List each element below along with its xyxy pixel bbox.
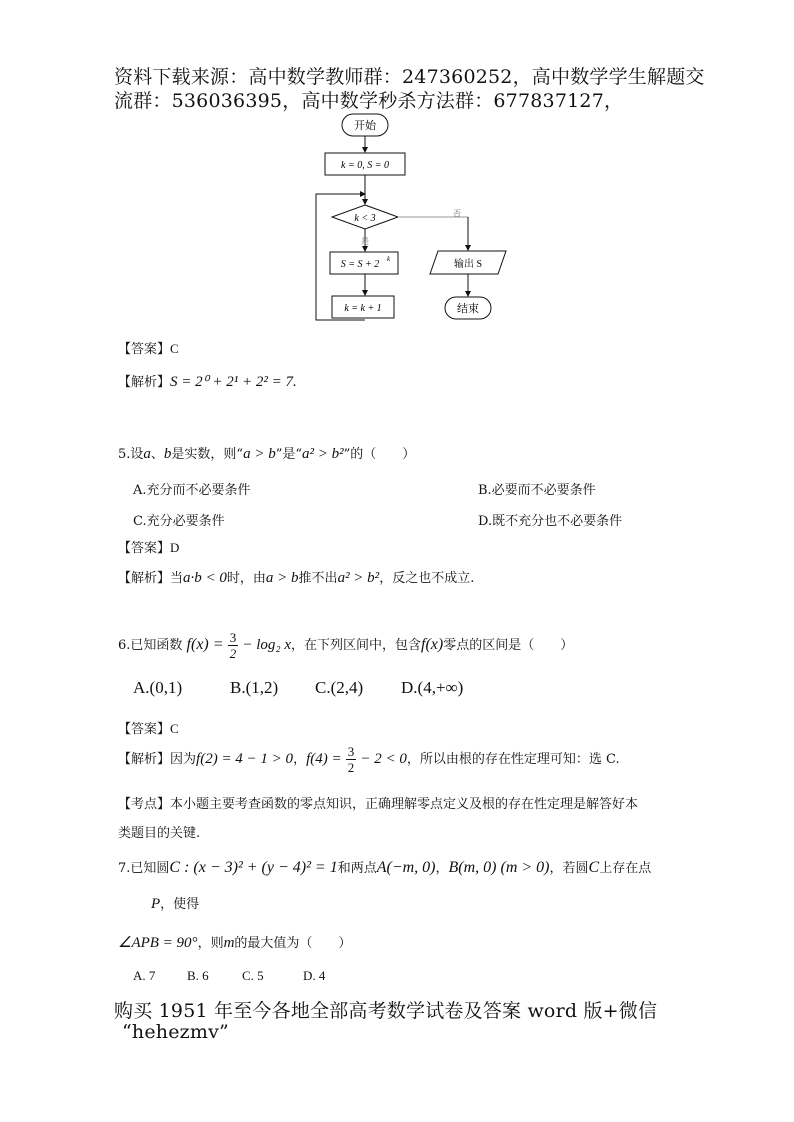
- update-s-exponent: k: [387, 255, 391, 263]
- answer-value: C: [170, 721, 179, 736]
- q6-answer: [118, 718, 179, 737]
- option-text: A.(0,1): [133, 678, 183, 697]
- analysis-text: ，所以由根的存在性定理可知：选 C.: [406, 752, 620, 767]
- analysis-text: 当: [170, 571, 184, 586]
- analysis-text: 时，由: [226, 571, 266, 586]
- option-text: B.(1,2): [230, 678, 279, 697]
- condition-label: k < 3: [354, 213, 376, 224]
- answer-tag: 【答案】: [118, 722, 171, 737]
- q7-stem-text: ，使得: [160, 897, 200, 912]
- q5-answer: [118, 537, 179, 556]
- var-b: b: [163, 446, 172, 462]
- analysis-text: 因为: [170, 752, 197, 767]
- point-a: A(−m, 0): [376, 859, 436, 876]
- yes-label: 是: [361, 237, 369, 246]
- var-a: a: [143, 446, 151, 462]
- answer-tag: 【答案】: [118, 342, 171, 357]
- analysis-sep: ，: [293, 752, 307, 767]
- q6-option-c: [315, 678, 363, 698]
- fraction: [346, 744, 357, 775]
- q7-option-a: A. 7: [133, 968, 156, 983]
- q6-option-d: [401, 678, 463, 698]
- fraction-denominator: 2: [347, 760, 355, 775]
- q6-analysis: [118, 744, 620, 775]
- analysis-expr: f(2) = 4 − 1 > 0: [196, 751, 294, 767]
- q5-stem: [118, 443, 415, 463]
- end-label: 结束: [457, 303, 479, 315]
- kaodian-tag: 【考点】: [118, 797, 171, 812]
- fraction-denominator: 2: [229, 646, 237, 661]
- q7-stem-text: 和两点: [337, 861, 377, 876]
- fraction: [228, 630, 239, 661]
- fraction-numerator: 3: [347, 744, 355, 759]
- q5-stem-text: 5.设: [118, 447, 144, 462]
- q5-comma: 、: [150, 447, 164, 462]
- q7-stem-1: [118, 857, 651, 877]
- answer-value: C: [170, 341, 179, 356]
- analysis-expr: − 2 < 0: [360, 751, 407, 767]
- option-text: D.(4,+∞): [401, 678, 464, 697]
- q4-analysis: [118, 371, 297, 391]
- q5-option-d: D.既不充分也不必要条件: [478, 514, 623, 529]
- analysis-tag: 【解析】: [118, 571, 171, 586]
- q5-stem-text: ”是“: [275, 447, 302, 462]
- analysis-expr: a > b: [265, 570, 299, 586]
- option-text: C.(2,4): [315, 678, 364, 697]
- q5-option-c: C.充分必要条件: [133, 514, 225, 529]
- q6-option-a: [133, 678, 182, 698]
- q5-analysis: [118, 567, 474, 587]
- q6-stem-text: 6.已知函数: [118, 638, 183, 653]
- func-rhs: − log₂ x: [242, 637, 291, 653]
- output-label: 输出 S: [453, 259, 483, 270]
- analysis-expr: a·b < 0: [183, 570, 227, 586]
- q6-kaodian-1: [118, 793, 638, 812]
- condition-2: a² > b²: [302, 446, 344, 462]
- footer-line-1: 购买 1951 年至今各地全部高考数学试卷及答案 word 版+微信: [114, 1000, 658, 1022]
- q7-option-d: D. 4: [303, 968, 326, 983]
- footer-line-2: “hehezmv”: [122, 1021, 229, 1043]
- header-line-2: 流群：536036395，高中数学秒杀方法群：677837127，: [114, 90, 624, 112]
- q5-stem-text: 是实数，则“: [171, 447, 244, 462]
- analysis-tag: 【解析】: [118, 375, 171, 390]
- q7-stem-text: 7.已知圆: [118, 861, 170, 876]
- q4-answer: [118, 338, 179, 357]
- q7-stem-text: ，若圆: [549, 861, 589, 876]
- analysis-expr: f(4) =: [306, 751, 342, 767]
- q7-stem-text: 的最大值为（ ）: [234, 936, 352, 951]
- q5-option-b: B.必要而不必要条件: [478, 483, 596, 498]
- var-m: m: [223, 935, 235, 951]
- analysis-formula: S = 2⁰ + 2¹ + 2² = 7.: [170, 374, 297, 390]
- init-label: k = 0, S = 0: [341, 160, 389, 171]
- q7-option-c: C. 5: [242, 968, 264, 983]
- circle-c: C: [588, 859, 600, 876]
- q6-stem-text: ，在下列区间中，包含: [291, 638, 422, 653]
- fx-symbol: f(x): [421, 636, 444, 653]
- analysis-expr: a² > b²: [337, 570, 380, 586]
- q6-option-b: [230, 678, 278, 698]
- q7-stem-text: 上存在点: [599, 861, 652, 876]
- func-lhs: f(x) =: [186, 636, 224, 653]
- circle-equation: C : (x − 3)² + (y − 4)² = 1: [169, 859, 338, 876]
- update-k-label: k = k + 1: [344, 303, 382, 314]
- update-s-label: S = S + 2: [340, 259, 380, 270]
- answer-tag: 【答案】: [118, 541, 171, 556]
- q6-kaodian-2: 类题目的关键.: [118, 826, 201, 841]
- start-label: 开始: [354, 120, 376, 132]
- answer-value: D: [170, 540, 180, 555]
- fraction-numerator: 3: [229, 630, 237, 645]
- q7-stem-text: ，则: [197, 936, 224, 951]
- point-p: P: [151, 896, 161, 912]
- kaodian-text: 本小题主要考查函数的零点知识，正确理解零点定义及根的存在性定理是解答好本: [170, 797, 639, 812]
- q5-stem-text: ”的（ ）: [343, 447, 416, 462]
- q7-stem-3: [118, 932, 351, 952]
- angle-condition: ∠APB = 90°: [118, 935, 198, 951]
- header-line-1: 资料下载来源：高中数学教师群：247360252，高中数学学生解题交: [114, 66, 705, 88]
- q7-option-b: B. 6: [187, 968, 209, 983]
- q7-sep: ，: [435, 861, 449, 876]
- q6-stem-text: 零点的区间是（ ）: [443, 638, 574, 653]
- point-b: B(m, 0) (m > 0): [448, 859, 550, 876]
- analysis-text: 推不出: [298, 571, 338, 586]
- analysis-text: ，反之也不成立.: [379, 571, 475, 586]
- q7-stem-2: [151, 893, 199, 913]
- q6-stem: [118, 630, 573, 661]
- no-label: 否: [453, 209, 461, 218]
- flowchart: [310, 108, 510, 330]
- flowchart-svg: [310, 108, 510, 330]
- analysis-tag: 【解析】: [118, 752, 171, 767]
- condition-1: a > b: [243, 446, 276, 462]
- q5-option-a: A.充分而不必要条件: [133, 483, 251, 498]
